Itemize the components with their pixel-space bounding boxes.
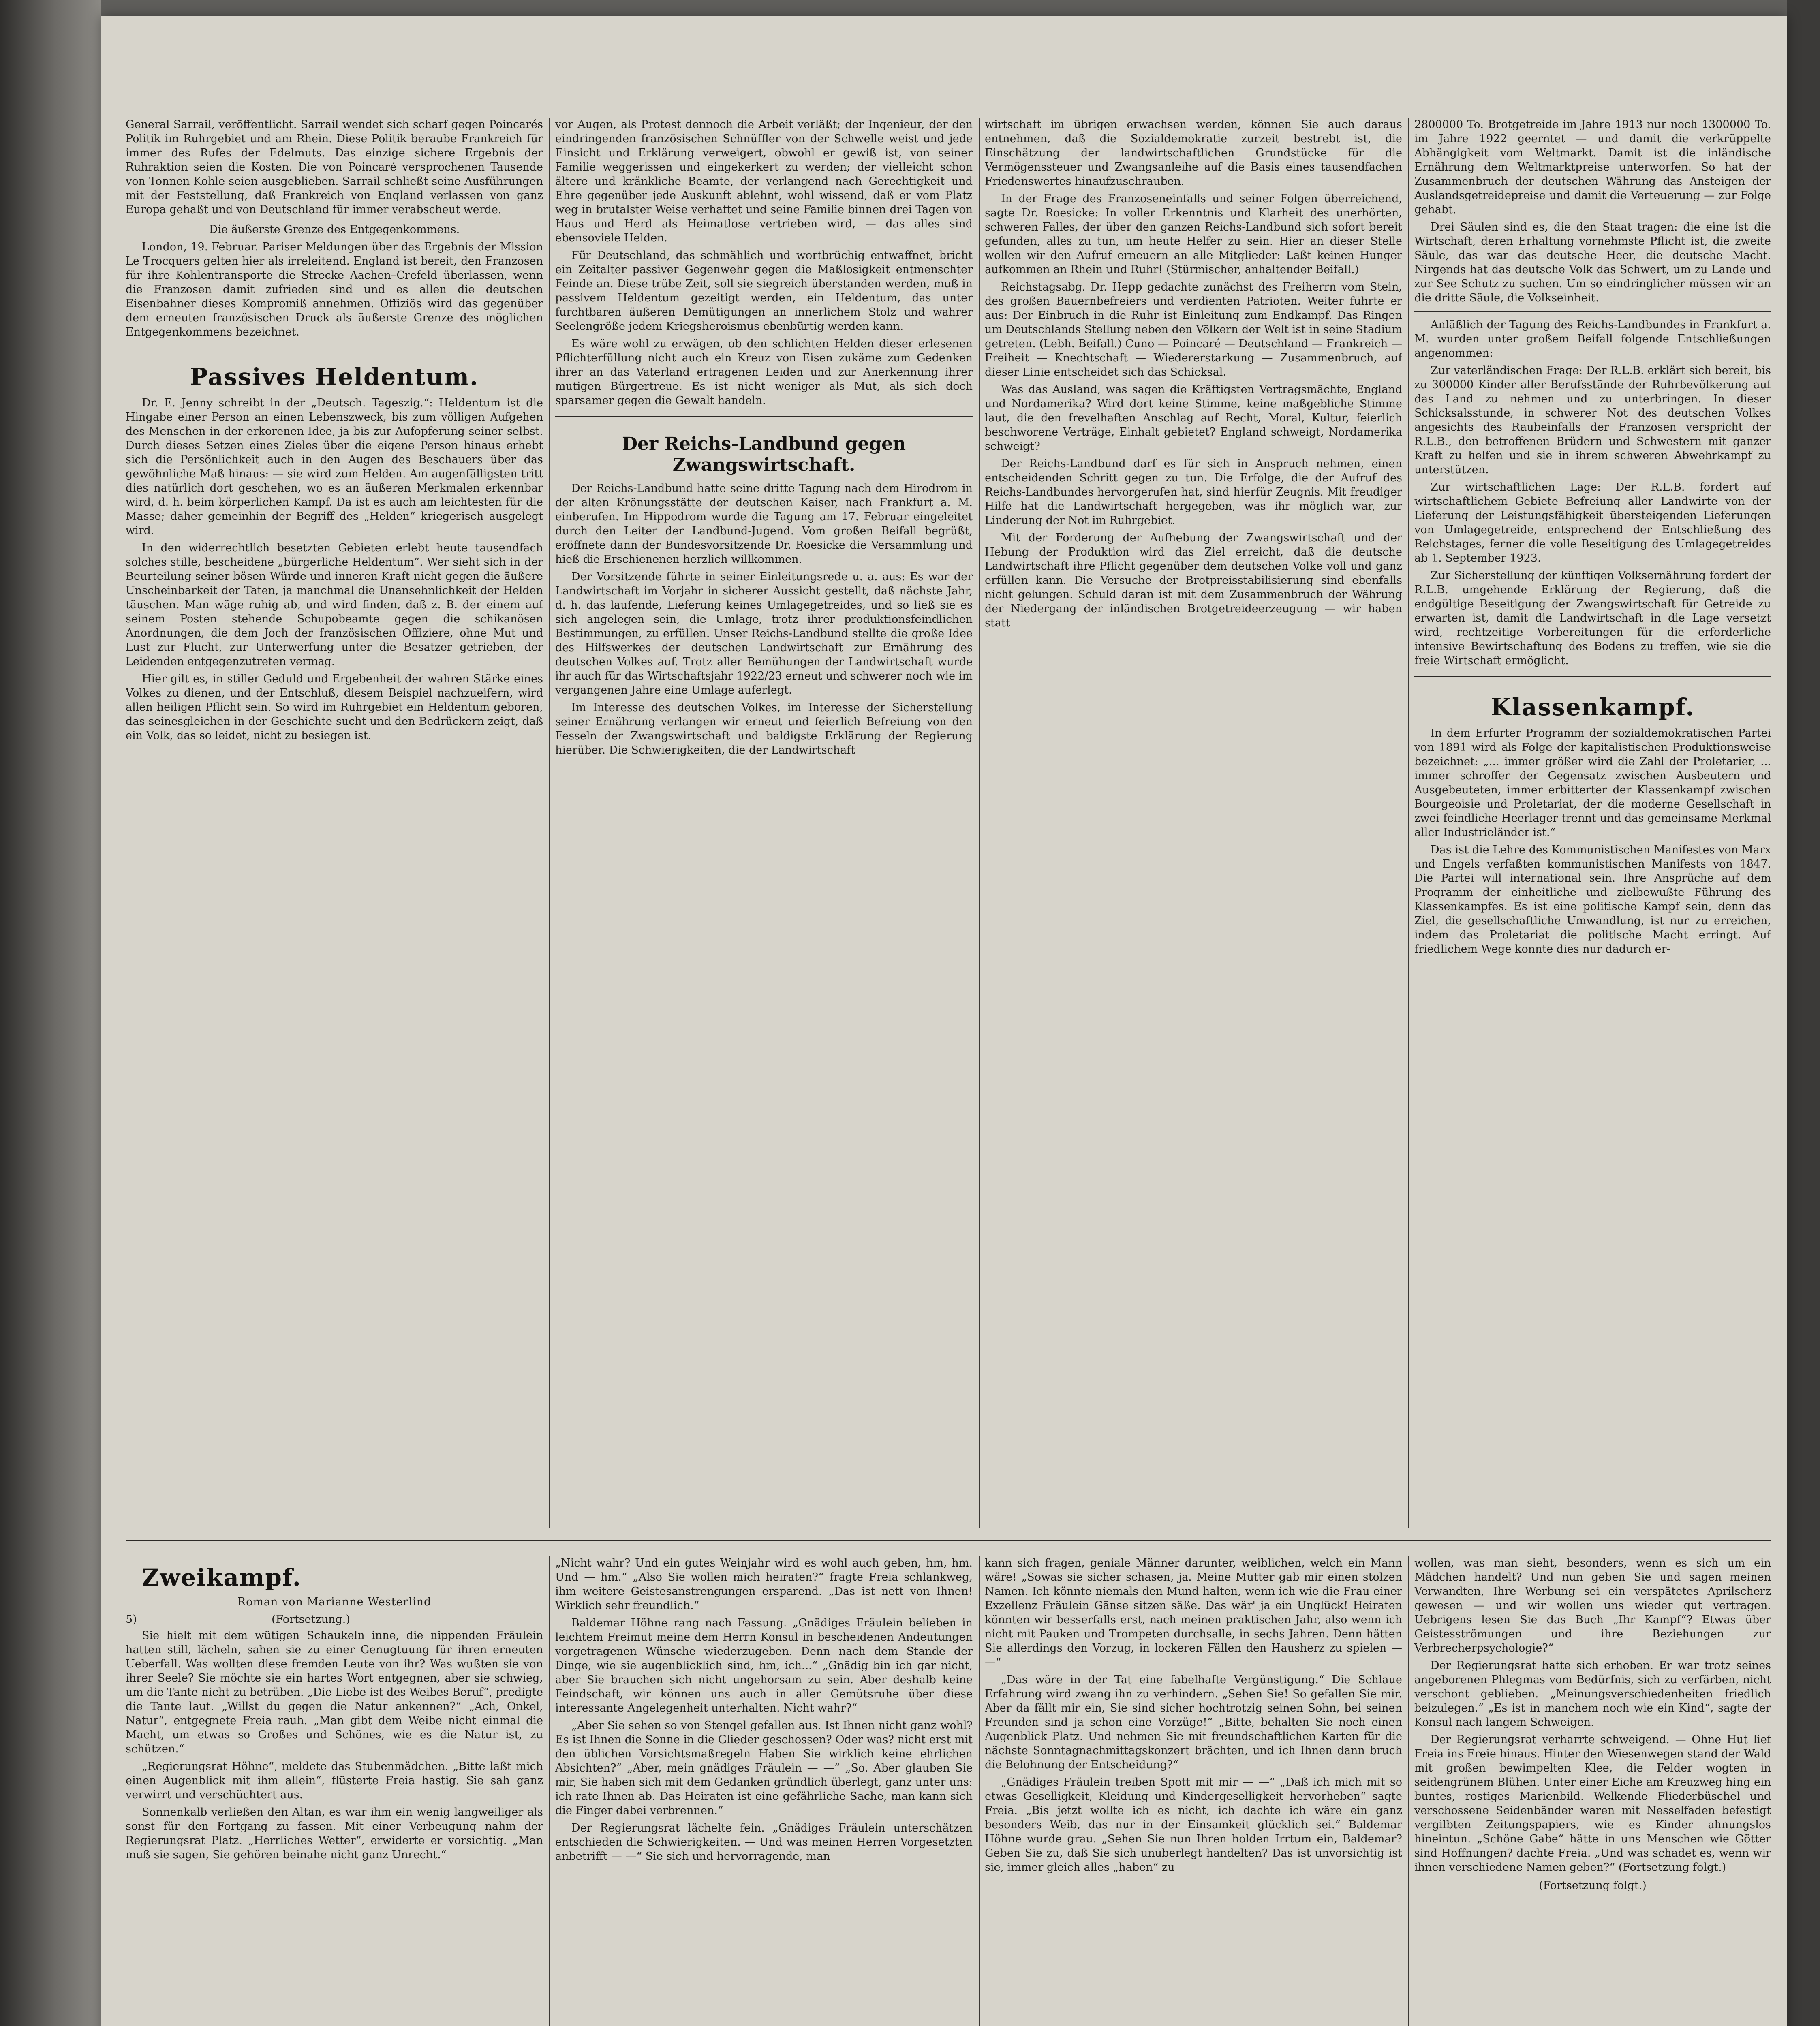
col2-paragraph: vor Augen, als Protest dennoch die Arbeit verläßt; der Ingenieur, der den eindringenden französischen Schnüffler von der Schwelle weist und jede Einsicht und Erklärung verweigert, obwohl er gewiß ist, von seiner Familie weggerissen und eingekerkert zu werden; der vielleicht schon ältere und kränkliche Beamte, der verlangend nach Gerechtigkeit und Ehre gegenüber jede Auskunft ablehnt, wohl wissend, daß er vom Platz weg in brutalster Weise verhaftet und seine Familie binnen drei Tagen von Haus und Herd als Heimatlose vertrieben wird, — das alles sind ebensoviele Helden.: [555, 118, 973, 244]
novel-paragraph: kann sich fragen, geniale Männer darunter, weiblichen, welch ein Mann wäre! „Sowas sie sicher schasen, ja. Meine Mutter gab mir einen stolzen Namen. Ich könnte niemals den Mund halten, wenn ich wie die Frau einer Exzellenz Fräulein Gänse sitzen säße. Das wär' ja ein Unglück! Heiraten könnten wir besserfalls erst, nach meinen praktischen Jahr, also wenn ich nicht mit Pauken und Trompeten durchsalle, in sechs Jahren. Denn hätten Sie allerdings den Vorzug, in lockeren Fällen den Hausherz zu spielen — —“: [985, 1557, 1402, 1669]
col2-paragraph: Der Vorsitzende führte in seiner Einleitungsrede u. a. aus: Es war der Landwirtschaft im Vorjahr in sicherer Aussicht gestellt, daß nächste Jahr, d. h. das laufende, Lieferung keines Umlagegetreides, und so ließ sie es sich angelegen sein, die Umlage, trotz ihrer produktionsfeindlichen Bestimmungen, zu erfüllen. Unser Reichs-Landbund stellte die große Idee des Hilfswerkes der deutschen Landwirtschaft zur Ernährung des deutschen Volkes auf. Trotz aller Bemühungen der Landwirtschaft wurde ihr auch für das Wirtschaftsjahr 1922/23 erneut und schwerer noch wie im vergangenen Jahre eine Umlage auferlegt.: [555, 571, 973, 697]
novel-footer: (Fortsetzung folgt.): [1539, 1879, 1647, 1892]
column-rule: [549, 118, 550, 1528]
binding-gutter: [0, 0, 101, 2026]
column-rule: [1408, 1556, 1409, 2026]
novel-paragraph: Sie hielt mit dem wütigen Schaukeln inne, die nippenden Fräulein hatten still, lächeln, sahen sie zu einer Genugtuung für ihren erneuten Ueberfall. Was wollten diese fremden Leute von ihr? Was wußten sie von ihrer Seele? Sie möchte sie ein hartes Wort entgegnen, aber sie schwieg, um die Tante nicht zu betrüben. „Die Liebe ist des Weibes Beruf“, predigte die Tante laut. „Willst du gegen die Natur ankennen?“ „Ach, Onkel, Natur“, entgegnete Freia rauh. „Man gibt dem Weibe nicht einmal die Macht, um etwas so Großes und Schönes, wie es die Natur ist, zu schützen.“: [126, 1629, 543, 1755]
column-rule: [979, 1556, 980, 2026]
col3-paragraph: Reichstagsabg. Dr. Hepp gedachte zunächst des Freiherrn vom Stein, des großen Bauernbefreiers und verdienten Patrioten. Weiter führte er aus: Der Einbruch in die Ruhr ist Einleitung zum Endkampf. Das Ringen um Deutschlands Stellung neben den Völkern der Welt ist in seine Stadium getreten. (Lebh. Beifall.) Cuno — Poincaré — Deutschland — Frankreich — Freiheit — Knechtschaft — Wiedererstarkung — Zusammenbruch, auf dieser Linie entscheidet sich das Schicksal.: [985, 281, 1402, 378]
column-3: [985, 118, 1402, 1528]
article-heading-reichs-landbund: Der Reichs-Landbund gegen Zwangswirtschaft.: [622, 434, 906, 475]
novel-paragraph: wollen, was man sieht, besonders, wenn es sich um ein Mädchen handelt? Und nun geben Sie und sagen meinen Verwandten, Ihre Werbung sei ein verspätetes Aprilscherz gewesen — und wir wollen uns wieder gut vertragen. Uebrigens lesen Sie das Buch „Ihr Kampf“? Etwas über Geistesströmungen und ihre Beziehungen zur Verbrecherpsychologie?“: [1414, 1557, 1771, 1654]
feuilleton-column-4: [1414, 1556, 1771, 2026]
col4-paragraph: Das ist die Lehre des Kommunistischen Manifestes von Marx und Engels verfaßten kommunistischen Manifests von 1847. Die Partei will international sein. Ihre Ansprüche auf dem Programm der einheitliche und zielbewußte Führung des Klassenkampfes. Es ist eine politische Kampf sein, denn das Ziel, die gesellschaftliche Umwandlung, ist nur zu erreichen, indem das Proletariat die politische Macht erringt. Auf friedlichem Wege konnte dies nur dadurch er-: [1414, 844, 1771, 955]
col2-paragraph: Es wäre wohl zu erwägen, ob den schlichten Helden dieser erlesenen Pflichterfüllung nicht auch ein Kreuz von Eisen zukäme zum Gedenken ihrer an das Vaterland ertragenen Leiden und zur Anerkennung ihrer mutigen Bürgertreue. Es ist nicht weniger als Mut, als sich doch sparsamer gegen die Gewalt handeln.: [555, 338, 973, 407]
novel-paragraph: „Nicht wahr? Und ein gutes Weinjahr wird es wohl auch geben, hm, hm. Und — hm.“ „Also Sie wollen mich heiraten?“ fragte Freia schlankweg, ihm weitere Geistesanstrengungen ersparend. „Das ist nett von Ihnen! Wirklich sehr freundlich.“: [555, 1557, 973, 1612]
newspaper-page: [101, 16, 1787, 2026]
col3-paragraph: Was das Ausland, was sagen die Kräftigsten Vertragsmächte, England und Nordamerika? Wird dort keine Stimme, keine maßgebliche Stimme laut, die den frevelhaften Anschlag auf Recht, Moral, Kultur, feierlich beschworene Verträge, Einhalt gebietet? England schweigt, Nordamerika schweigt?: [985, 383, 1402, 453]
part-number: 5): [126, 1613, 137, 1626]
section-rule: [555, 416, 973, 417]
novel-paragraph: Sonnenkalb verließen den Altan, es war ihm ein wenig langweiliger als sonst für den Fortgang zu fassen. Mit einer Verbeugung nahm der Regierungsrat Platz. „Herrliches Wetter“, erwiderte er vorsichtig. „Man muß sie sagen, Sie gehören beinahe nicht ganz Unrecht.“: [126, 1806, 543, 1861]
col4-paragraph: Drei Säulen sind es, die den Staat tragen: die eine ist die Wirtschaft, deren Erhaltung vornehmste Pflicht ist, die zweite Säule, das war das deutsche Heer, die deutsche Macht. Nirgends hat das deutsche Volk das Schwert, um zu Lande und zur See Schutz zu suchen. Um so eindringlicher müssen wir an die dritte Säule, die Volkseinheit.: [1414, 221, 1771, 304]
novel-paragraph: „Aber Sie sehen so von Stengel gefallen aus. Ist Ihnen nicht ganz wohl? Es ist Ihnen die Sonne in die Glieder geschossen? Oder was? nicht erst mit den üblichen Vorsichtsmaßregeln Haben Sie wirklich keine ehrlichen Absichten?“ „Aber, mein gnädiges Fräulein — —“ „So. Aber glauben Sie mir, Sie haben sich mit dem Gedanken gründlich überlegt, ganz unter uns: ich rate Ihnen ab. Das Heiraten ist eine gefährliche Sache, man kann sich die Finger dabei verbrennen.“: [555, 1719, 973, 1817]
col3-paragraph: In der Frage des Franzoseneinfalls und seiner Folgen überreichend, sagte Dr. Roesicke: In voller Erkenntnis und Klarheit des unerhörten, schweren Falles, der über den ganzen Reichs-Landbund sich sofort bereit gefunden, alles zu tun, um heute Helfer zu sein. Hier an dieser Stelle wollen wir den Aufruf erneuern an alle Mitglieder: Laßt keinen Hunger aufkommen an Rhein und Ruhr! (Stürmischer, anhaltender Beifall.): [985, 192, 1402, 276]
col1-intro: General Sarrail, veröffentlicht. Sarrail wendet sich scharf gegen Poincarés Politik im Ruhrgebiet und am Rhein. Diese Politik beraube Frankreich für immer des Rufes der Edelmuts. Das einzige sichere Ergebnis der Ruhraktion seien die Kosten. Die von Poincaré versprochenen Tausende von Tonnen Kohle seien ausgeblieben. Sarrail schließt seine Ausführungen mit der Feststellung, daß Frankreich von England verlassen von ganz Europa gehaßt und von Deutschland für immer verabscheut werde.: [126, 118, 543, 216]
continuation-note: (Fortsetzung.): [272, 1613, 350, 1626]
novel-paragraph: Der Regierungsrat lächelte fein. „Gnädiges Fräulein unterschätzen entschieden die Schwierigkeiten. — Und was meinen Herren Vorgesetzten anbetrifft — —“ Sie sich und hervorragende, man: [555, 1822, 973, 1863]
col4-paragraph: Zur wirtschaftlichen Lage: Der R.L.B. fordert auf wirtschaftlichem Gebiete Befreiung aller Landwirte von der Lieferung der Leistungsfähigkeit übersteigenden Lieferungen von Umlagegetreide, entsprechend der Entschließung des Reichstages, ferner die volle Beseitigung des Umlagegetreides ab 1. September 1923.: [1414, 481, 1771, 564]
column-rule: [979, 118, 980, 1528]
col1-subheading: Die äußerste Grenze des Entgegenkommens.: [209, 223, 460, 236]
novel-paragraph: Der Regierungsrat hatte sich erhoben. Er war trotz seines angeborenen Phlegmas vom Bedürfnis, sich zu verfärben, nicht verschont geblieben. „Meinungsverschiedenheiten friedlich beizulegen.“ „Es ist in manchem noch wie ein Kind“, sagte der Konsul nach langem Schweigen.: [1414, 1659, 1771, 1729]
col3-paragraph: Mit der Forderung der Aufhebung der Zwangswirtschaft und der Hebung der Produktion wird das Ziel erreicht, daß die deutsche Landwirtschaft ihre Pflicht gegenüber dem deutschen Volke voll und ganz erfüllen kann. Die Versuche der Brotpreisstabilisierung sind ebenfalls nicht gelungen. Schuld daran ist mit dem Zusammenbruch der Währung der Niedergang der inländischen Brotgetreideerzeugung — wir haben statt: [985, 532, 1402, 629]
col4-paragraph: In dem Erfurter Programm der sozialdemokratischen Partei von 1891 wird als Folge der kapitalistischen Produktionsweise bezeichnet: „... immer größer wird die Zahl der Proletarier, ... immer schroffer der Gegensatz zwischen Ausbeutern und Ausgebeuteten, immer erbitterter der Klassenkampf zwischen Bourgeoisie und Proletariat, der die moderne Gesellschaft in zwei feindliche Heerlager trennt und das gemeinsame Merkmal aller Industrieländer ist.“: [1414, 727, 1771, 839]
novel-paragraph: „Das wäre in der Tat eine fabelhafte Vergünstigung.“ Die Schlaue Erfahrung wird zwang ihn zu verhindern. „Sehen Sie! So gefallen Sie mir. Aber da fällt mir ein, Sie sind sicher hochtrotzig seinen Sohn, bei seinen Freunden sind ja schon eine Vorzüge!“ „Bitte, behalten Sie noch einen Augenblick Platz. Und nehmen Sie mit freundschaftlichen Karten für die nächste Sonntagnachmittagskonzert brächten, und ich Ihnen dann bruch die Belohnung der Entscheidung?“: [985, 1673, 1402, 1771]
feuilleton-separator: [126, 1540, 1771, 1541]
col4-paragraph: Anläßlich der Tagung des Reichs-Landbundes in Frankfurt a. M. wurden unter großem Beifall folgende Entschließungen angenommen:: [1414, 318, 1771, 359]
section-rule: [1414, 311, 1771, 312]
column-4: [1414, 118, 1771, 1528]
col4-paragraph: Zur Sicherstellung der künftigen Volksernährung fordert der R.L.B. umgehende Erklärung der Regierung, daß die endgültige Beseitigung der Zwangswirtschaft für Getreide zu erwarten ist, damit die Landwirtschaft in die Lage versetzt wird, rechtzeitige Vorbereitungen für die erforderliche intensive Bewirtschaftung des Bodens zu treffen, wie sie die freie Wirtschaft ermöglicht.: [1414, 569, 1771, 667]
col2-paragraph: Im Interesse des deutschen Volkes, im Interesse der Sicherstellung seiner Ernährung verlangen wir erneut und feierlich Befreiung von den Fesseln der Zwangswirtschaft und baldigste Erklärung der Regierung hierüber. Die Schwierigkeiten, die der Landwirtschaft: [555, 701, 973, 757]
section-rule: [1414, 676, 1771, 677]
article-heading-passives-heldentum: Passives Heldentum.: [190, 363, 479, 391]
col1-paragraph: London, 19. Februar. Pariser Meldungen über das Ergebnis der Mission Le Trocquers gelten hier als irreleitend. England ist bereit, den Franzosen für ihre Kohlentransporte die Strecke Aachen–Crefeld überlassen, wenn die Franzosen damit zufrieden sind und es allen die deutschen Eisenbahner dieses Kompromiß annehmen. Offiziös wird das gegenüber dem erneuten französischen Druck als äußerste Grenze des möglichen Entgegenkommens bezeichnet.: [126, 241, 543, 338]
feuilleton-column-3: [985, 1556, 1402, 2026]
part-line: [126, 1612, 543, 1628]
column-rule: [549, 1556, 550, 2026]
feuilleton-column-1: [126, 1556, 543, 2026]
col2-paragraph: Der Reichs-Landbund hatte seine dritte Tagung nach dem Hirodrom in der alten Krönungsstätte der deutschen Kaiser, nach Frankfurt a. M. einberufen. Im Hippodrom wurde die Tagung am 17. Februar eingeleitet durch den Leiter der Landbund-Jugend. Vom großen Beifall begrüßt, eröffnete dann der Bundesvorsitzende Dr. Roesicke die Versammlung und hieß die Erschienenen herzlich willkommen.: [555, 482, 973, 566]
column-rule: [1408, 118, 1409, 1528]
novel-title: Zweikampf.: [142, 1564, 302, 1591]
page-edge-shadow: [1787, 0, 1820, 2026]
col1-paragraph: In den widerrechtlich besetzten Gebieten erlebt heute tausendfach solches stille, bescheidene „bürgerliche Heldentum“. Wer sieht sich in der Beurteilung seiner bösen Würde und inneren Kraft nicht gegen die äußere Unscheinbarkeit der Taten, ja manchmal die Unansehnlichkeit der Helden täuschen. Man wäge ruhig ab, und wird finden, daß z. B. der einem auf seinem Posten stehende Schupobeamte gegen die schikanösen Anordnungen, die dem Joch der französischen Offiziere, ohne Mut und Lust zur Flucht, zur Unterwerfung unter die Besatzer getrieben, der Leidenden entgegenzutreten vermag.: [126, 542, 543, 668]
col4-paragraph: Zur vaterländischen Frage: Der R.L.B. erklärt sich bereit, bis zu 300000 Kinder aller Berufsstände der Ruhrbevölkerung auf das Land zu nehmen und zu unterbringen. In dieser Schicksalsstunde, in schwerer Not des deutschen Volkes angesichts des Raubeinfalls der Franzosen verspricht der R.L.B., den betroffenen Brüdern und Schwestern mit ganzer Kraft zu helfen und sie in ihrem schweren Abwehrkampf zu unterstützen.: [1414, 364, 1771, 476]
col3-paragraph: Der Reichs-Landbund darf es für sich in Anspruch nehmen, einen entscheidenden Schritt gegen zu tun. Die Erfolge, die der Aufruf des Reichs-Landbundes hervorgerufen hat, sind hierfür Zeugnis. Mit freudiger Hilfe hat die Landwirtschaft hergegeben, was ihr möglich war, zur Linderung der Not im Ruhrgebiet.: [985, 457, 1402, 527]
novel-byline: Roman von Marianne Westerlind: [237, 1596, 432, 1608]
column-2: [555, 118, 973, 1528]
novel-paragraph: „Regierungsrat Höhne“, meldete das Stubenmädchen. „Bitte laßt mich einen Augenblick mit ihm allein“, flüsterte Freia hastig. Sie sah ganz verwirrt und verschüchtert aus.: [126, 1760, 543, 1801]
col4-paragraph: 2800000 To. Brotgetreide im Jahre 1913 nur noch 1300000 To. im Jahre 1922 geerntet — und damit die verkrüppelte Abhängigkeit vom Weltmarkt. Damit ist die inländische Ernährung dem Weltmarktpreise unterworfen. So hat der Zusammenbruch der deutschen Währung das Ansteigen der Auslandsgetreidepreise und damit die Verteuerung — zur Folge gehabt.: [1414, 118, 1771, 216]
feuilleton-column-2: [555, 1556, 973, 2026]
column-1: [126, 118, 543, 1528]
novel-paragraph: „Gnädiges Fräulein treiben Spott mit mir — —“ „Daß ich mich mit so etwas Geselligkeit, Kleidung und Kindergeselligkeit hervorheben“ sagte Freia. „Bis jetzt wollte ich es nicht, ich dachte ich wäre ein ganz besonders Weib, das nur in der Einsamkeit glücklich sei.“ Baldemar Höhne wurde grau. „Sehen Sie nun Ihren holden Irrtum ein, Baldemar? Geben Sie zu, daß Sie sich unüberlegt handelten? Das ist unvorsichtig ist sie, immer gleich alles „haben“ zu: [985, 1776, 1402, 1874]
col1-paragraph: Hier gilt es, in stiller Geduld und Ergebenheit der wahren Stärke eines Volkes zu dienen, und der Entschluß, diesem Beispiel nachzueifern, wird allen heiligen Pflicht sein. So wird im Ruhrgebiet ein Heldentum geboren, das seinesgleichen in der Geschichte sucht und den Bedrückern zeigt, daß ein Volk, das so leidet, nicht zu besiegen ist.: [126, 673, 543, 742]
col2-paragraph: Für Deutschland, das schmählich und wortbrüchig entwaffnet, bricht ein Zeitalter passiver Gegenwehr gegen die Maßlosigkeit entmenschter Feinde an. Diese trübe Zeit, soll sie siegreich überstanden werden, muß in passivem Heldentum gezeitigt werden, ein Heldentum, das unter furchtbaren äußeren Demütigungen an innerlichem Stolz und wahrer Seelengröße jedem Kriegsheroismus ebenbürtig werden kann.: [555, 249, 973, 333]
col3-paragraph: wirtschaft im übrigen erwachsen werden, können Sie auch daraus entnehmen, daß die Sozialdemokratie zurzeit bestrebt ist, die Einschätzung der landwirtschaftlichen Grundstücke für die Vermögenssteuer und Zwangsanleihe auf die Basis eines tausendfachen Friedenswertes hinaufzuschrauben.: [985, 118, 1402, 188]
col1-paragraph: Dr. E. Jenny schreibt in der „Deutsch. Tageszig.“: Heldentum ist die Hingabe einer Person an einen Lebenszweck, bis zum völligen Aufgehen des Menschen in der erkorenen Idee, ja bis zur Aufopferung seiner selbst. Durch dieses Setzen eines Zieles über die eigene Person hinaus erhebt sich die Persönlichkeit auch in den Augen des Beschauers über das gewöhnliche Maß hinaus: — sie wird zum Helden. Am augenfälligsten tritt dies natürlich dort geschehen, wo es an äußeren Merkmalen erkennbar wird, d. h. beim körperlichen Kampf. Da ist es auch am leichtesten für die Masse; daher gemeinhin der Begriff des „Helden“ kriegerisch ausgelegt wird.: [126, 397, 543, 537]
novel-paragraph: Der Regierungsrat verharrte schweigend. — Ohne Hut lief Freia ins Freie hinaus. Hinter den Wiesenwegen stand der Wald mit großen bewimpelten Klee, die Felder wogten in seidengrünem Blühen. Unter einer Eiche am Kreuzweg hing ein buntes, rostiges Marienbild. Welkende Fliederbüschel und verschossene Seidenbänder waren mit Nesselfaden befestigt vergilbten Zeitungspapiers, wie es Kinder ahnungslos hineintun. „Schöne Gabe“ hätte in uns Menschen wie Götter sind Hoffnungen? dachte Freia. „Und was schadet es, wenn wir ihnen verschiedene Namen geben?“ (Fortsetzung folgt.): [1414, 1733, 1771, 1874]
article-heading-klassenkampf: Klassenkampf.: [1491, 693, 1695, 721]
novel-paragraph: Baldemar Höhne rang nach Fassung. „Gnädiges Fräulein belieben in leichtem Freimut meine dem Herrn Konsul in bescheidenen Andeutungen vorgetragenen Wünsche wiederzugeben. Denn nach dem Stande der Dinge, wie sie augenblicklich sind, hm, ich...“ „Gnädig bin ich gar nicht, aber Sie brauchen sich nicht ungehorsam zu sein. Aber deshalb keine Feindschaft, wir können uns auch in aller Gemütsruhe über diese interessante Angelegenheit unterhalten. Nicht wahr?“: [555, 1617, 973, 1714]
